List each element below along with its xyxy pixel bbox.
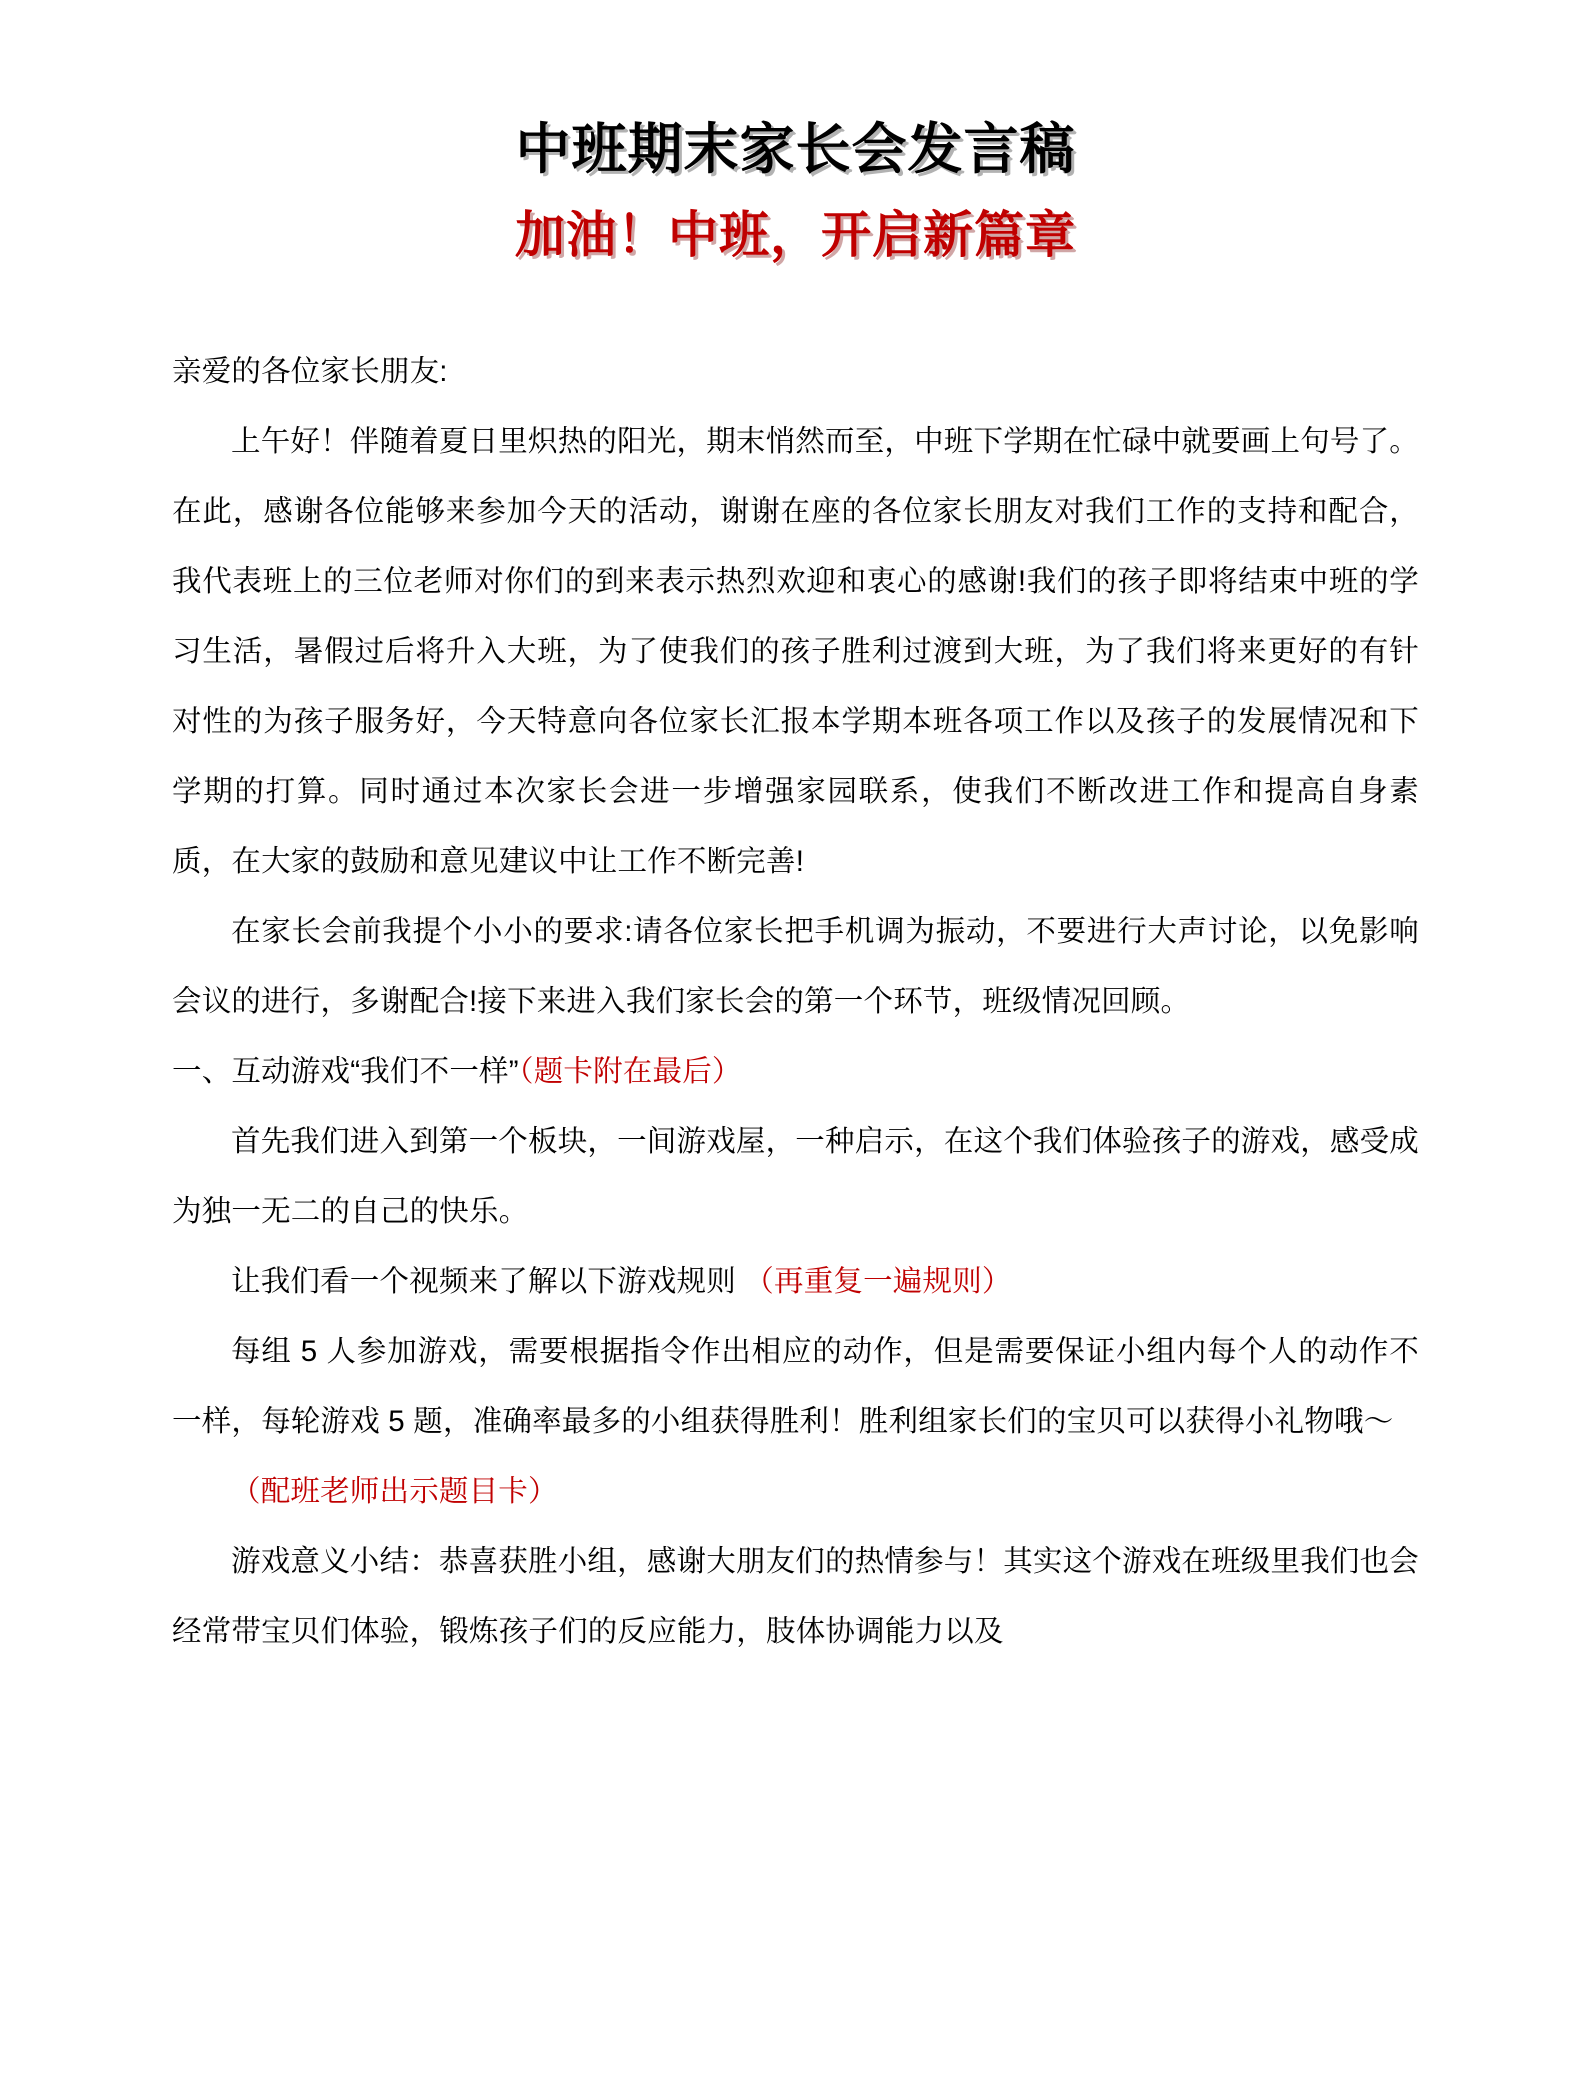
section-one-heading-text: 一、互动游戏“我们不一样” (172, 1054, 519, 1088)
teacher-cue-note: （配班老师出示题目卡） (231, 1474, 558, 1508)
salutation-paragraph: 亲爱的各位家长朋友: (172, 354, 448, 388)
teacher-cue-paragraph (172, 1457, 1419, 1527)
page-title: 中班期末家长会发言稿 (515, 118, 1076, 180)
document-body (172, 337, 1419, 1667)
page-subtitle: 加油！中班，开启新篇章 (515, 207, 1076, 264)
game-rules-paragraph: 每组 5 人参加游戏，需要根据指令作出相应的动作，但是需要保证小组内每个人的动作不一样，每轮游戏 5 题，准确率最多的小组获得胜利！胜利组家长们的宝贝可以获得小礼物哦～ (172, 1334, 1419, 1438)
video-rules-paragraph (172, 1247, 1419, 1317)
request-paragraph: 在家长会前我提个小小的要求:请各位家长把手机调为振动，不要进行大声讨论，以免影响会议的进行，多谢配合!接下来进入我们家长会的第一个环节，班级情况回顾。 (172, 914, 1419, 1018)
video-rules-note: （再重复一遍规则） (744, 1264, 1012, 1298)
video-rules-text: 让我们看一个视频来了解以下游戏规则 (231, 1264, 745, 1298)
section-one-heading (172, 1037, 1419, 1107)
game-intro-paragraph: 首先我们进入到第一个板块，一间游戏屋，一种启示，在这个我们体验孩子的游戏，感受成为独一无二的自己的快乐。 (172, 1124, 1420, 1228)
game-summary-paragraph: 游戏意义小结：恭喜获胜小组，感谢大朋友们的热情参与！其实这个游戏在班级里我们也会经常带宝贝们体验，锻炼孩子们的反应能力，肢体协调能力以及 (172, 1544, 1420, 1648)
opening-paragraph: 上午好！伴随着夏日里炽热的阳光，期末悄然而至，中班下学期在忙碌中就要画上句号了。在此，感谢各位能够来参加今天的活动，谢谢在座的各位家长朋友对我们工作的支持和配合，我代表班上的三位老师对你们的到来表示热烈欢迎和衷心的感谢!我们的孩子即将结束中班的学习生活，暑假过后将升入大班，为了使我们的孩子胜利过渡到大班，为了我们将来更好的有针对性的为孩子服务好，今天特意向各位家长汇报本学期本班各项工作以及孩子的发展情况和下学期的打算。同时通过本次家长会进一步增强家园联系，使我们不断改进工作和提高自身素质，在大家的鼓励和意见建议中让工作不断完善! (172, 424, 1420, 878)
section-one-heading-note: （题卡附在最后） (518, 1054, 742, 1088)
